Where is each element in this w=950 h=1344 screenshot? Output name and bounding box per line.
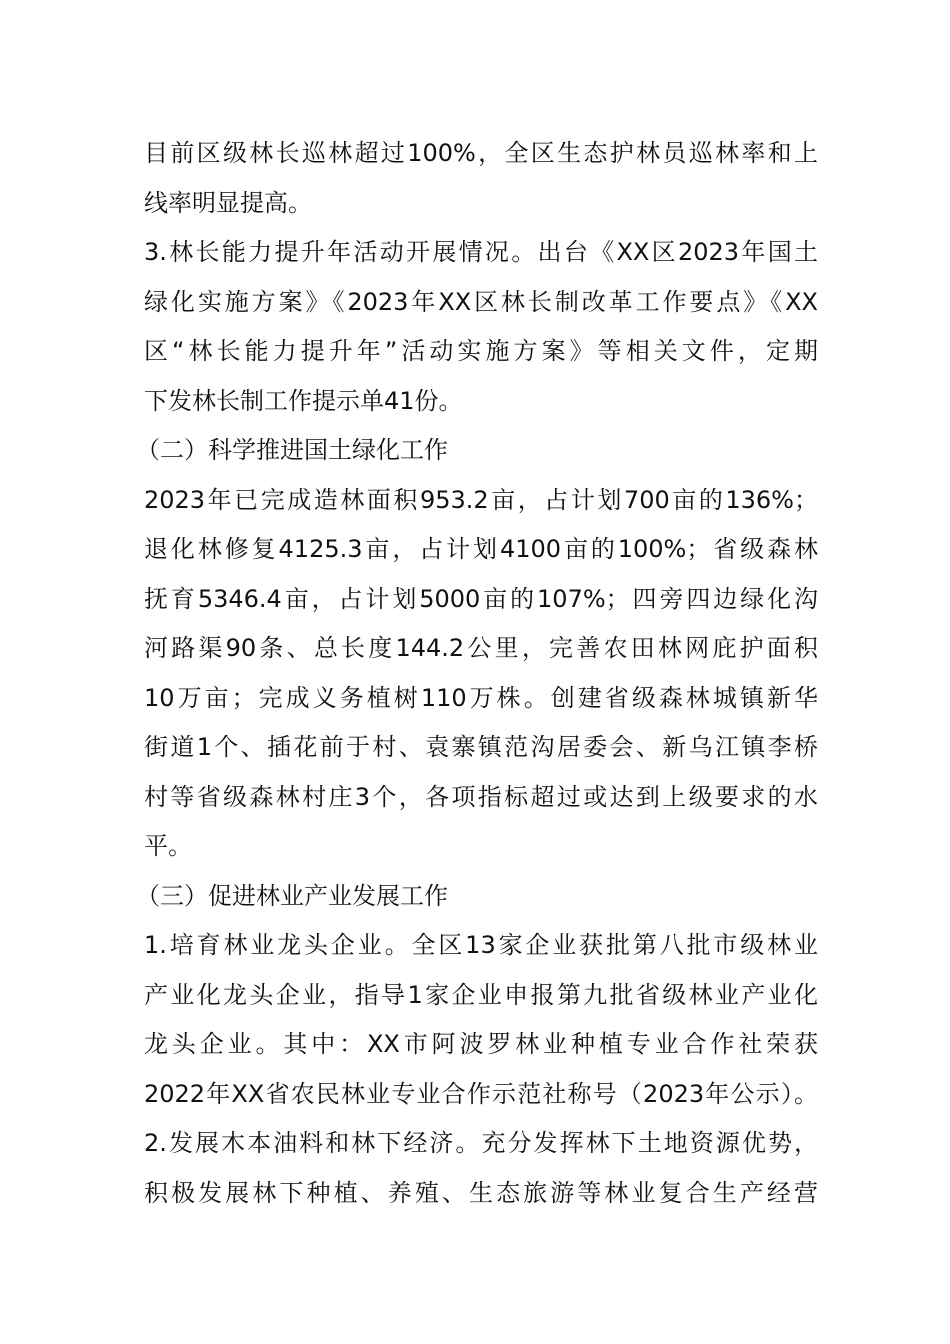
- section-heading: （三）促进林业产业发展工作: [136, 881, 448, 910]
- text-line: 10万亩；完成义务植树110万株。创建省级森林城镇新华: [144, 683, 818, 712]
- text-line: 下发林长制工作提示单41份。: [144, 386, 463, 415]
- text-line: 村等省级森林村庄3个，各项指标超过或达到上级要求的水: [144, 782, 818, 811]
- text-line: 绿化实施方案》《2023年XX区林长制改革工作要点》《XX: [144, 287, 818, 316]
- section-heading: （二）科学推进国土绿化工作: [136, 436, 448, 464]
- document-page: [136, 129, 818, 1218]
- text-line: 龙头企业。其中：XX市阿波罗林业种植专业合作社荣获: [144, 1030, 818, 1058]
- text-line: 目前区级林长巡林超过100%，全区生态护林员巡林率和上: [144, 139, 818, 167]
- text-line: 区“林长能力提升年”活动实施方案》等相关文件，定期: [144, 337, 818, 365]
- text-line: 线率明显提高。: [144, 188, 312, 217]
- text-line: 产业化龙头企业，指导1家企业申报第九批省级林业产业化: [144, 980, 818, 1009]
- text-line: 河路渠90条、总长度144.2公里，完善农田林网庇护面积: [144, 634, 818, 662]
- text-line: 街道1个、插花前于村、袁寨镇范沟居委会、新乌江镇李桥: [144, 733, 818, 761]
- text-line: 退化林修复4125.3亩，占计划4100亩的100%；省级森林: [144, 535, 818, 563]
- text-line: 2022年XX省农民林业专业合作示范社称号（2023年公示）。: [144, 1079, 818, 1108]
- text-line: 1.培育林业龙头企业。全区13家企业获批第八批市级林业: [144, 931, 818, 959]
- text-line: 2.发展木本油料和林下经济。充分发挥林下土地资源优势，: [144, 1129, 818, 1157]
- text-line: 抚育5346.4亩，占计划5000亩的107%；四旁四边绿化沟: [144, 584, 818, 613]
- text-line: 3.林长能力提升年活动开展情况。出台《XX区2023年国土: [144, 238, 818, 266]
- text-line: 2023年已完成造林面积953.2亩，占计划700亩的136%；: [144, 485, 818, 514]
- text-line: 积极发展林下种植、养殖、生态旅游等林业复合生产经营: [144, 1178, 818, 1207]
- text-line: 平。: [144, 832, 192, 860]
